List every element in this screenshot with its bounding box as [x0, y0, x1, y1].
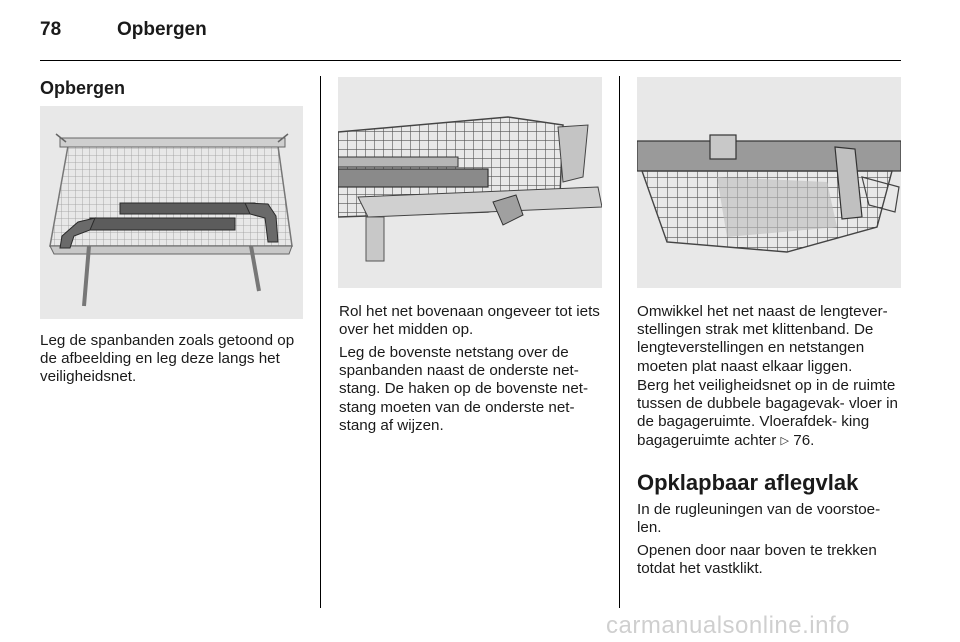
page-reference-link[interactable]: 76.	[793, 431, 815, 449]
column2-paragraph-2: Leg de bovenste netstang over de spanbanden naast de onderste net- stang. De haken op de bovenste net- stang moeten van de onderste net- stang af wijzen.	[339, 344, 589, 434]
column-divider-1	[320, 76, 321, 608]
header-divider	[40, 60, 901, 61]
page-number: 78	[40, 19, 62, 40]
wrapped-net-illustration	[637, 77, 901, 288]
column3-paragraph-2	[637, 377, 903, 450]
column2-paragraph-1: Rol het net bovenaan ongeveer tot iets over het midden op.	[339, 303, 600, 339]
column3-paragraph-3: In de rugleuningen van de voorstoe- len.	[637, 501, 881, 537]
column3-paragraph-4: Openen door naar boven te trekken totdat het vastklikt.	[637, 542, 877, 578]
net-with-straps-illustration	[40, 106, 303, 319]
column1-paragraph: Leg de spanbanden zoals getoond op de afbeelding en leg deze langs het veiligheidsnet.	[40, 332, 295, 386]
rolled-net-illustration	[338, 77, 602, 288]
column3-paragraph-2-text: Berg het veiligheidsnet op in de ruimte tussen de dubbele bagagevak- vloer in de bagageruimte. Vloerafdek- king bagageruimte achter	[637, 377, 898, 449]
column-divider-2	[619, 76, 620, 608]
section-title: Opbergen	[40, 78, 126, 98]
header-title: Opbergen	[117, 19, 207, 40]
column3-paragraph-1: Omwikkel het net naast de lengtever- stellingen strak met klittenband. De lengteverstellingen en netstangen moeten plat naast elkaar liggen.	[637, 303, 888, 375]
watermark: carmanualsonline.info	[606, 612, 850, 639]
subsection-title: Opklapbaar aflegvlak	[637, 470, 859, 495]
page-reference-arrow-icon: ▷	[780, 434, 790, 447]
